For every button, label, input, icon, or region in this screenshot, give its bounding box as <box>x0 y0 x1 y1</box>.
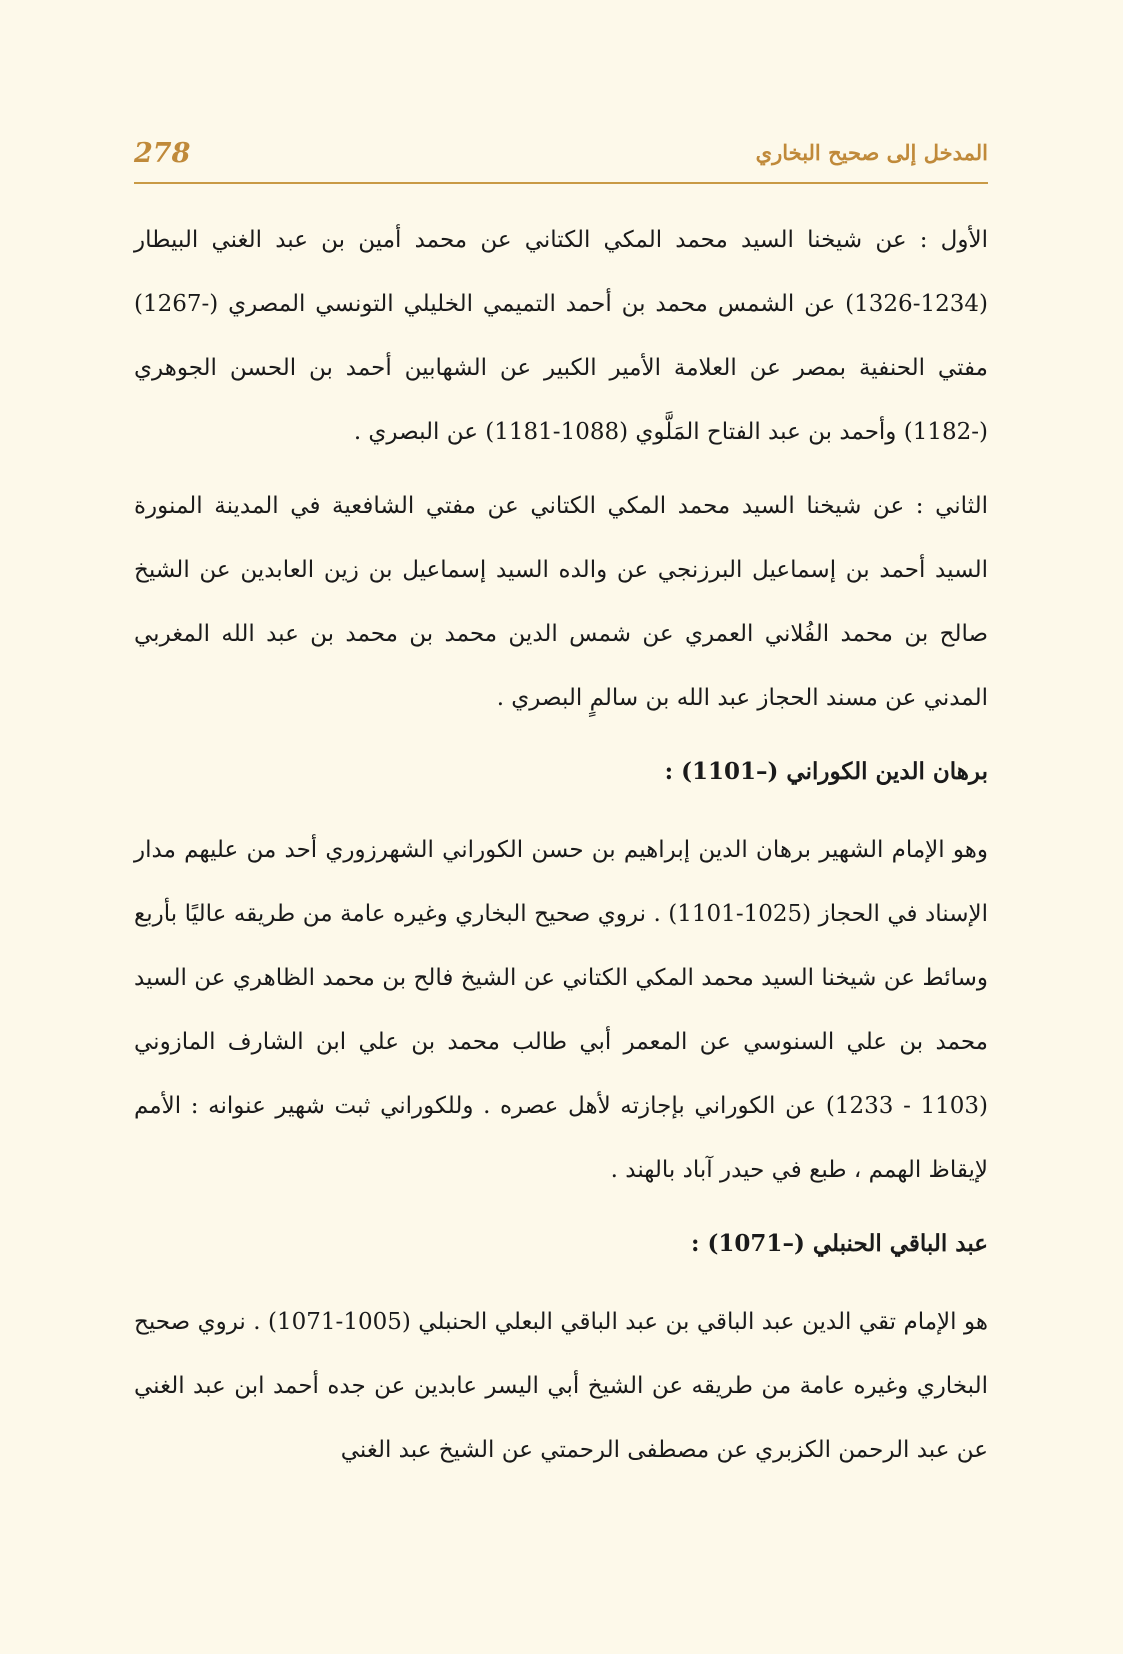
paragraph-burhan-al-kurani: وهو الإمام الشهير برهان الدين إبراهيم بن حسن الكوراني الشهرزوري أحد من عليهم مدار الإسناد في الحجاز (1025-1101) . نروي صحيح البخاري وغيره عامة من طريقه عاليًا بأربع وسائط عن شيخنا السيد محمد المكي الكتاني عن الشيخ فالح بن محمد الظاهري عن السيد محمد بن علي السنوسي عن المعمر أبي طالب محمد بن علي ابن الشارف المازوني (1103 - 1233) عن الكوراني بإجازته لأهل عصره . وللكوراني ثبت شهير عنوانه : الأمم لإيقاظ الهمم ، طبع في حيدر آباد بالهند . <box>134 837 988 1183</box>
paragraph-abd-al-baqi: هو الإمام تقي الدين عبد الباقي بن عبد الباقي البعلي الحنبلي (1005-1071) . نروي صحيح البخاري وغيره عامة من طريقه عن الشيخ أبي اليسر عابدين عن جده أحمد ابن عبد الغني عن عبد الرحمن الكزبري عن مصطفى الرحمتي عن الشيخ عبد الغني <box>134 1309 988 1463</box>
paragraph-first-chain: الأول : عن شيخنا السيد محمد المكي الكتاني عن محمد أمين بن عبد الغني البيطار (1234-1326) عن الشمس محمد بن أحمد التميمي الخليلي التونسي المصري (-1267) مفتي الحنفية بمصر عن العلامة الأمير الكبير عن الشهابين أحمد بن الحسن الجوهري (-1182) وأحمد بن عبد الفتاح المَلَّوي (1088-1181) عن البصري . <box>134 227 988 445</box>
page-number: 278 <box>134 138 191 169</box>
paragraph-second-chain: الثاني : عن شيخنا السيد محمد المكي الكتاني عن مفتي الشافعية في المدينة المنورة السيد أحمد بن إسماعيل البرزنجي عن والده السيد إسماعيل بن زين العابدين عن الشيخ صالح بن محمد الفُلاني العمري عن شمس الدين محمد بن محمد بن عبد الله المغربي المدني عن مسند الحجاز عبد الله بن سالمٍ البصري . <box>134 493 988 711</box>
page-body <box>134 208 988 1492</box>
heading-burhan-al-kurani: برهان الدين الكوراني (–1101) : <box>664 758 988 785</box>
page-header <box>134 134 988 184</box>
running-title: المدخل إلى صحيح البخاري <box>755 140 988 165</box>
heading-abd-al-baqi: عبد الباقي الحنبلي (–1071) : <box>691 1230 988 1257</box>
